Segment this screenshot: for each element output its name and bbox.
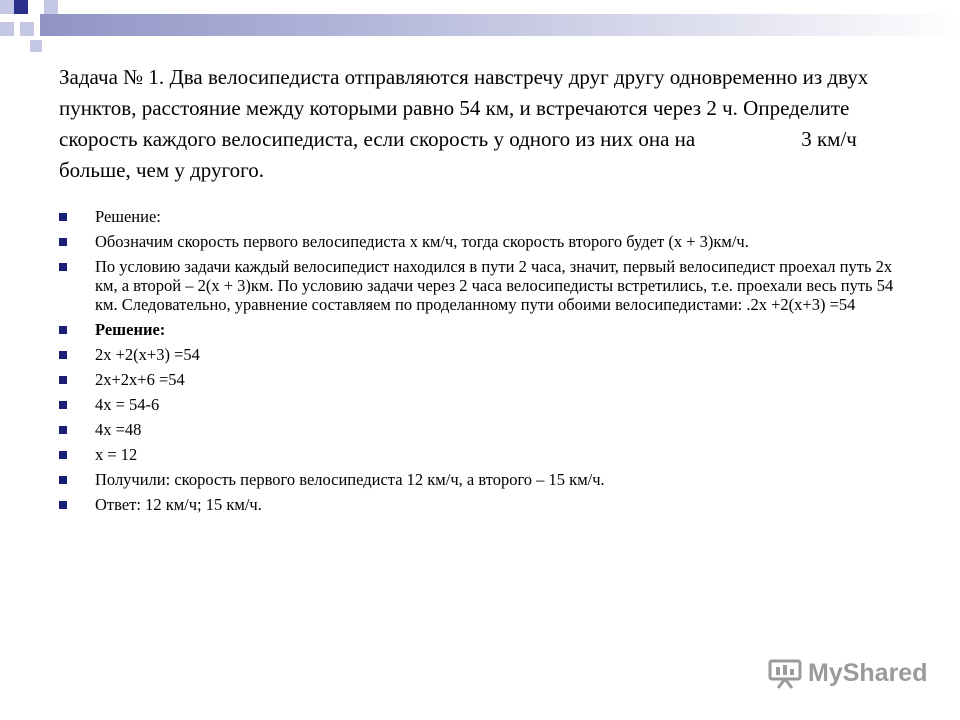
solution-item: Получили: скорость первого велосипедиста 12 км/ч, а второго – 15 км/ч. (59, 470, 899, 489)
solution-item: Решение: (59, 207, 899, 226)
solution-item: 2x+2x+6 =54 (59, 370, 899, 389)
solution-item: 4x =48 (59, 420, 899, 439)
presentation-board-icon (768, 657, 802, 689)
deco-square (0, 0, 14, 14)
solution-item: По условию задачи каждый велосипедист находился в пути 2 часа, значит, первый велосипедист проехал путь 2x км, а второй – 2(x + 3)км. По условию задачи через 2 часа велосипедисты встретились, т.е. проехали весь путь 54 км. Следовательно, уравнение составляем по проделанному пути обоими велосипедистами: .2x +2(x+3) =54 (59, 257, 899, 314)
problem-statement (59, 62, 919, 186)
problem-text-2: 3 км/ч больше, чем у другого. (59, 127, 857, 182)
problem-title: Задача № 1. (59, 65, 165, 89)
solution-item: 2x +2(x+3) =54 (59, 345, 899, 364)
slide-decoration (0, 0, 960, 60)
solution-item: Обозначим скорость первого велосипедиста x км/ч, тогда скорость второго будет (x + 3)км/ч. (59, 232, 899, 251)
deco-square (0, 22, 14, 36)
deco-square (20, 22, 34, 36)
solution-item: x = 12 (59, 445, 899, 464)
solution-list (59, 207, 899, 520)
solution-item: Решение: (59, 320, 899, 339)
logo-text: MyShared (808, 658, 928, 687)
deco-square (44, 0, 58, 14)
problem-text-1: Два велосипедиста отправляются навстречу друг другу одновременно из двух пунктов, расстояние между которыми равно 54 км, и встречаются через 2 ч. Определите скорость каждого велосипедиста, если скорость у одного из них она на (59, 65, 869, 151)
header-gradient-bar (40, 14, 960, 36)
myshared-logo[interactable] (768, 655, 927, 691)
deco-square (30, 40, 42, 52)
solution-item: 4x = 54-6 (59, 395, 899, 414)
deco-square (14, 0, 28, 14)
solution-item: Ответ: 12 км/ч; 15 км/ч. (59, 495, 899, 514)
